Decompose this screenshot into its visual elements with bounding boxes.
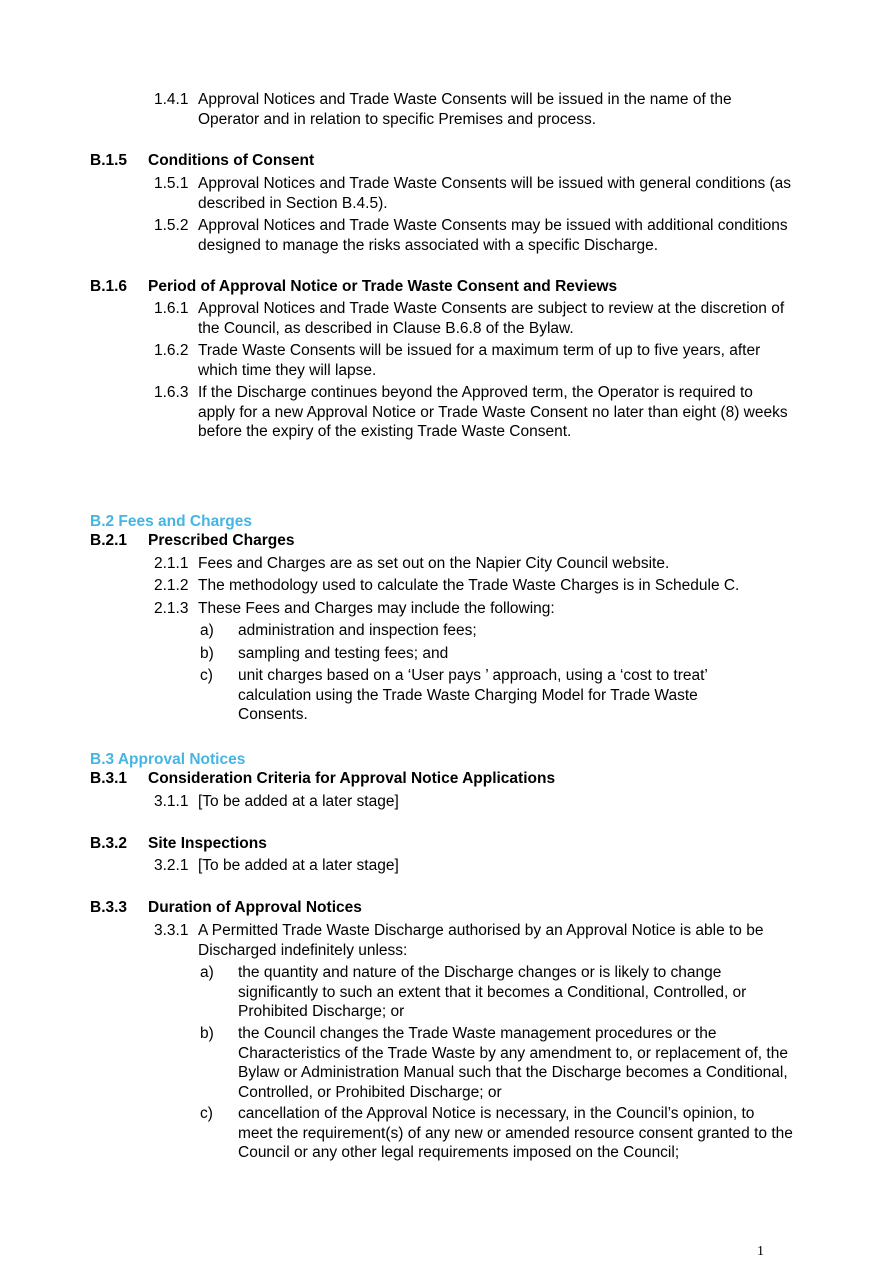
clause-2-1-2 [0, 576, 879, 596]
list-item-2-1-3-b [0, 644, 879, 664]
clause-number: 1.5.1 [154, 175, 189, 192]
clause-text: These Fees and Charges may include the following: [198, 600, 555, 617]
list-label: b) [200, 1025, 214, 1042]
list-text: the quantity and nature of the Discharge changes or is likely to change significantly to such an extent that it becomes a Conditional, Controlled, or Prohibited Discharge; or [238, 964, 747, 1020]
list-text: administration and inspection fees; [238, 622, 477, 639]
clause-2-1-1 [0, 554, 879, 574]
clause-3-2-1 [0, 856, 879, 876]
list-item-3-3-1-b [0, 1024, 879, 1102]
clause-text: Approval Notices and Trade Waste Consents will be issued with general conditions (as described in Section B.4.5). [198, 175, 792, 212]
clause-number: 2.1.3 [154, 600, 189, 617]
clause-number: 1.6.1 [154, 300, 189, 317]
list-label: a) [200, 964, 214, 981]
page-number: 1 [757, 1244, 764, 1259]
heading-number: B.1.5 [90, 152, 128, 169]
heading-number: B.3.1 [90, 770, 128, 787]
clause-text: Fees and Charges are as set out on the Napier City Council website. [198, 555, 670, 572]
heading-title: Site Inspections [148, 835, 267, 852]
heading-title: Duration of Approval Notices [148, 899, 362, 916]
clause-text: If the Discharge continues beyond the Approved term, the Operator is required to apply for a new Approval Notice or Trade Waste Consent no later than eight (8) weeks before the expiry of the existing Trade Waste Consent. [198, 384, 788, 440]
clause-2-1-3 [0, 599, 879, 619]
list-text: the Council changes the Trade Waste management procedures or the Characteristics of the Trade Waste by any amendment to, or replacement of, the Bylaw or Administration Manual such that the Discharge becomes a Conditional, Controlled, or Prohibited Discharge; or [238, 1025, 788, 1101]
clause-1-5-1 [0, 174, 879, 213]
clause-text: Trade Waste Consents will be issued for a maximum term of up to five years, after which time they will lapse. [198, 342, 761, 379]
list-label: b) [200, 645, 214, 662]
clause-number: 1.6.3 [154, 384, 189, 401]
clause-number: 1.4.1 [154, 91, 189, 108]
heading-number: B.1.6 [90, 278, 128, 295]
clause-1-6-3 [0, 383, 879, 442]
clause-number: 3.2.1 [154, 857, 189, 874]
clause-1-6-2 [0, 341, 879, 380]
heading-number: B.2.1 [90, 532, 128, 549]
heading-title: Prescribed Charges [148, 532, 295, 549]
clause-3-3-1 [0, 921, 879, 960]
list-text: unit charges based on a ‘User pays ’ approach, using a ‘cost to treat’ calculation using the Trade Waste Charging Model for Trade Waste Consents. [238, 667, 708, 723]
clause-text: [To be added at a later stage] [198, 857, 399, 874]
list-item-2-1-3-c [0, 666, 879, 725]
section-heading-b-3: B.3 Approval Notices [90, 751, 246, 768]
clause-1-6-1 [0, 299, 879, 338]
clause-number: 3.3.1 [154, 922, 189, 939]
clause-text: Approval Notices and Trade Waste Consents may be issued with additional conditions designed to manage the risks associated with a specific Discharge. [198, 217, 788, 254]
heading-title: Period of Approval Notice or Trade Waste Consent and Reviews [148, 278, 618, 295]
list-label: c) [200, 1105, 213, 1122]
heading-number: B.3.2 [90, 835, 128, 852]
clause-number: 3.1.1 [154, 793, 189, 810]
list-label: a) [200, 622, 214, 639]
clause-text: Approval Notices and Trade Waste Consents are subject to review at the discretion of the Council, as described in Clause B.6.8 of the Bylaw. [198, 300, 785, 337]
list-text: cancellation of the Approval Notice is necessary, in the Council’s opinion, to meet the requirement(s) of any new or amended resource consent granted to the Council or any other legal requirements imposed on the Council; [238, 1105, 793, 1161]
clause-1-5-2 [0, 216, 879, 255]
clause-3-1-1 [0, 792, 879, 812]
list-item-3-3-1-a [0, 963, 879, 1022]
clause-number: 2.1.1 [154, 555, 189, 572]
clause-number: 1.6.2 [154, 342, 189, 359]
heading-title: Consideration Criteria for Approval Notice Applications [148, 770, 556, 787]
clause-text: Approval Notices and Trade Waste Consents will be issued in the name of the Operator and in relation to specific Premises and process. [198, 91, 732, 128]
clause-number: 1.5.2 [154, 217, 189, 234]
heading-title: Conditions of Consent [148, 152, 315, 169]
clause-number: 2.1.2 [154, 577, 189, 594]
clause-text: [To be added at a later stage] [198, 793, 399, 810]
list-item-3-3-1-c [0, 1104, 879, 1163]
list-label: c) [200, 667, 213, 684]
clause-1-4-1 [0, 90, 879, 129]
clause-text: A Permitted Trade Waste Discharge authorised by an Approval Notice is able to be Discharged indefinitely unless: [198, 922, 764, 959]
list-text: sampling and testing fees; and [238, 645, 449, 662]
list-item-2-1-3-a [0, 621, 879, 641]
heading-number: B.3.3 [90, 899, 128, 916]
section-heading-b-2: B.2 Fees and Charges [90, 513, 252, 530]
clause-text: The methodology used to calculate the Trade Waste Charges is in Schedule C. [198, 577, 740, 594]
